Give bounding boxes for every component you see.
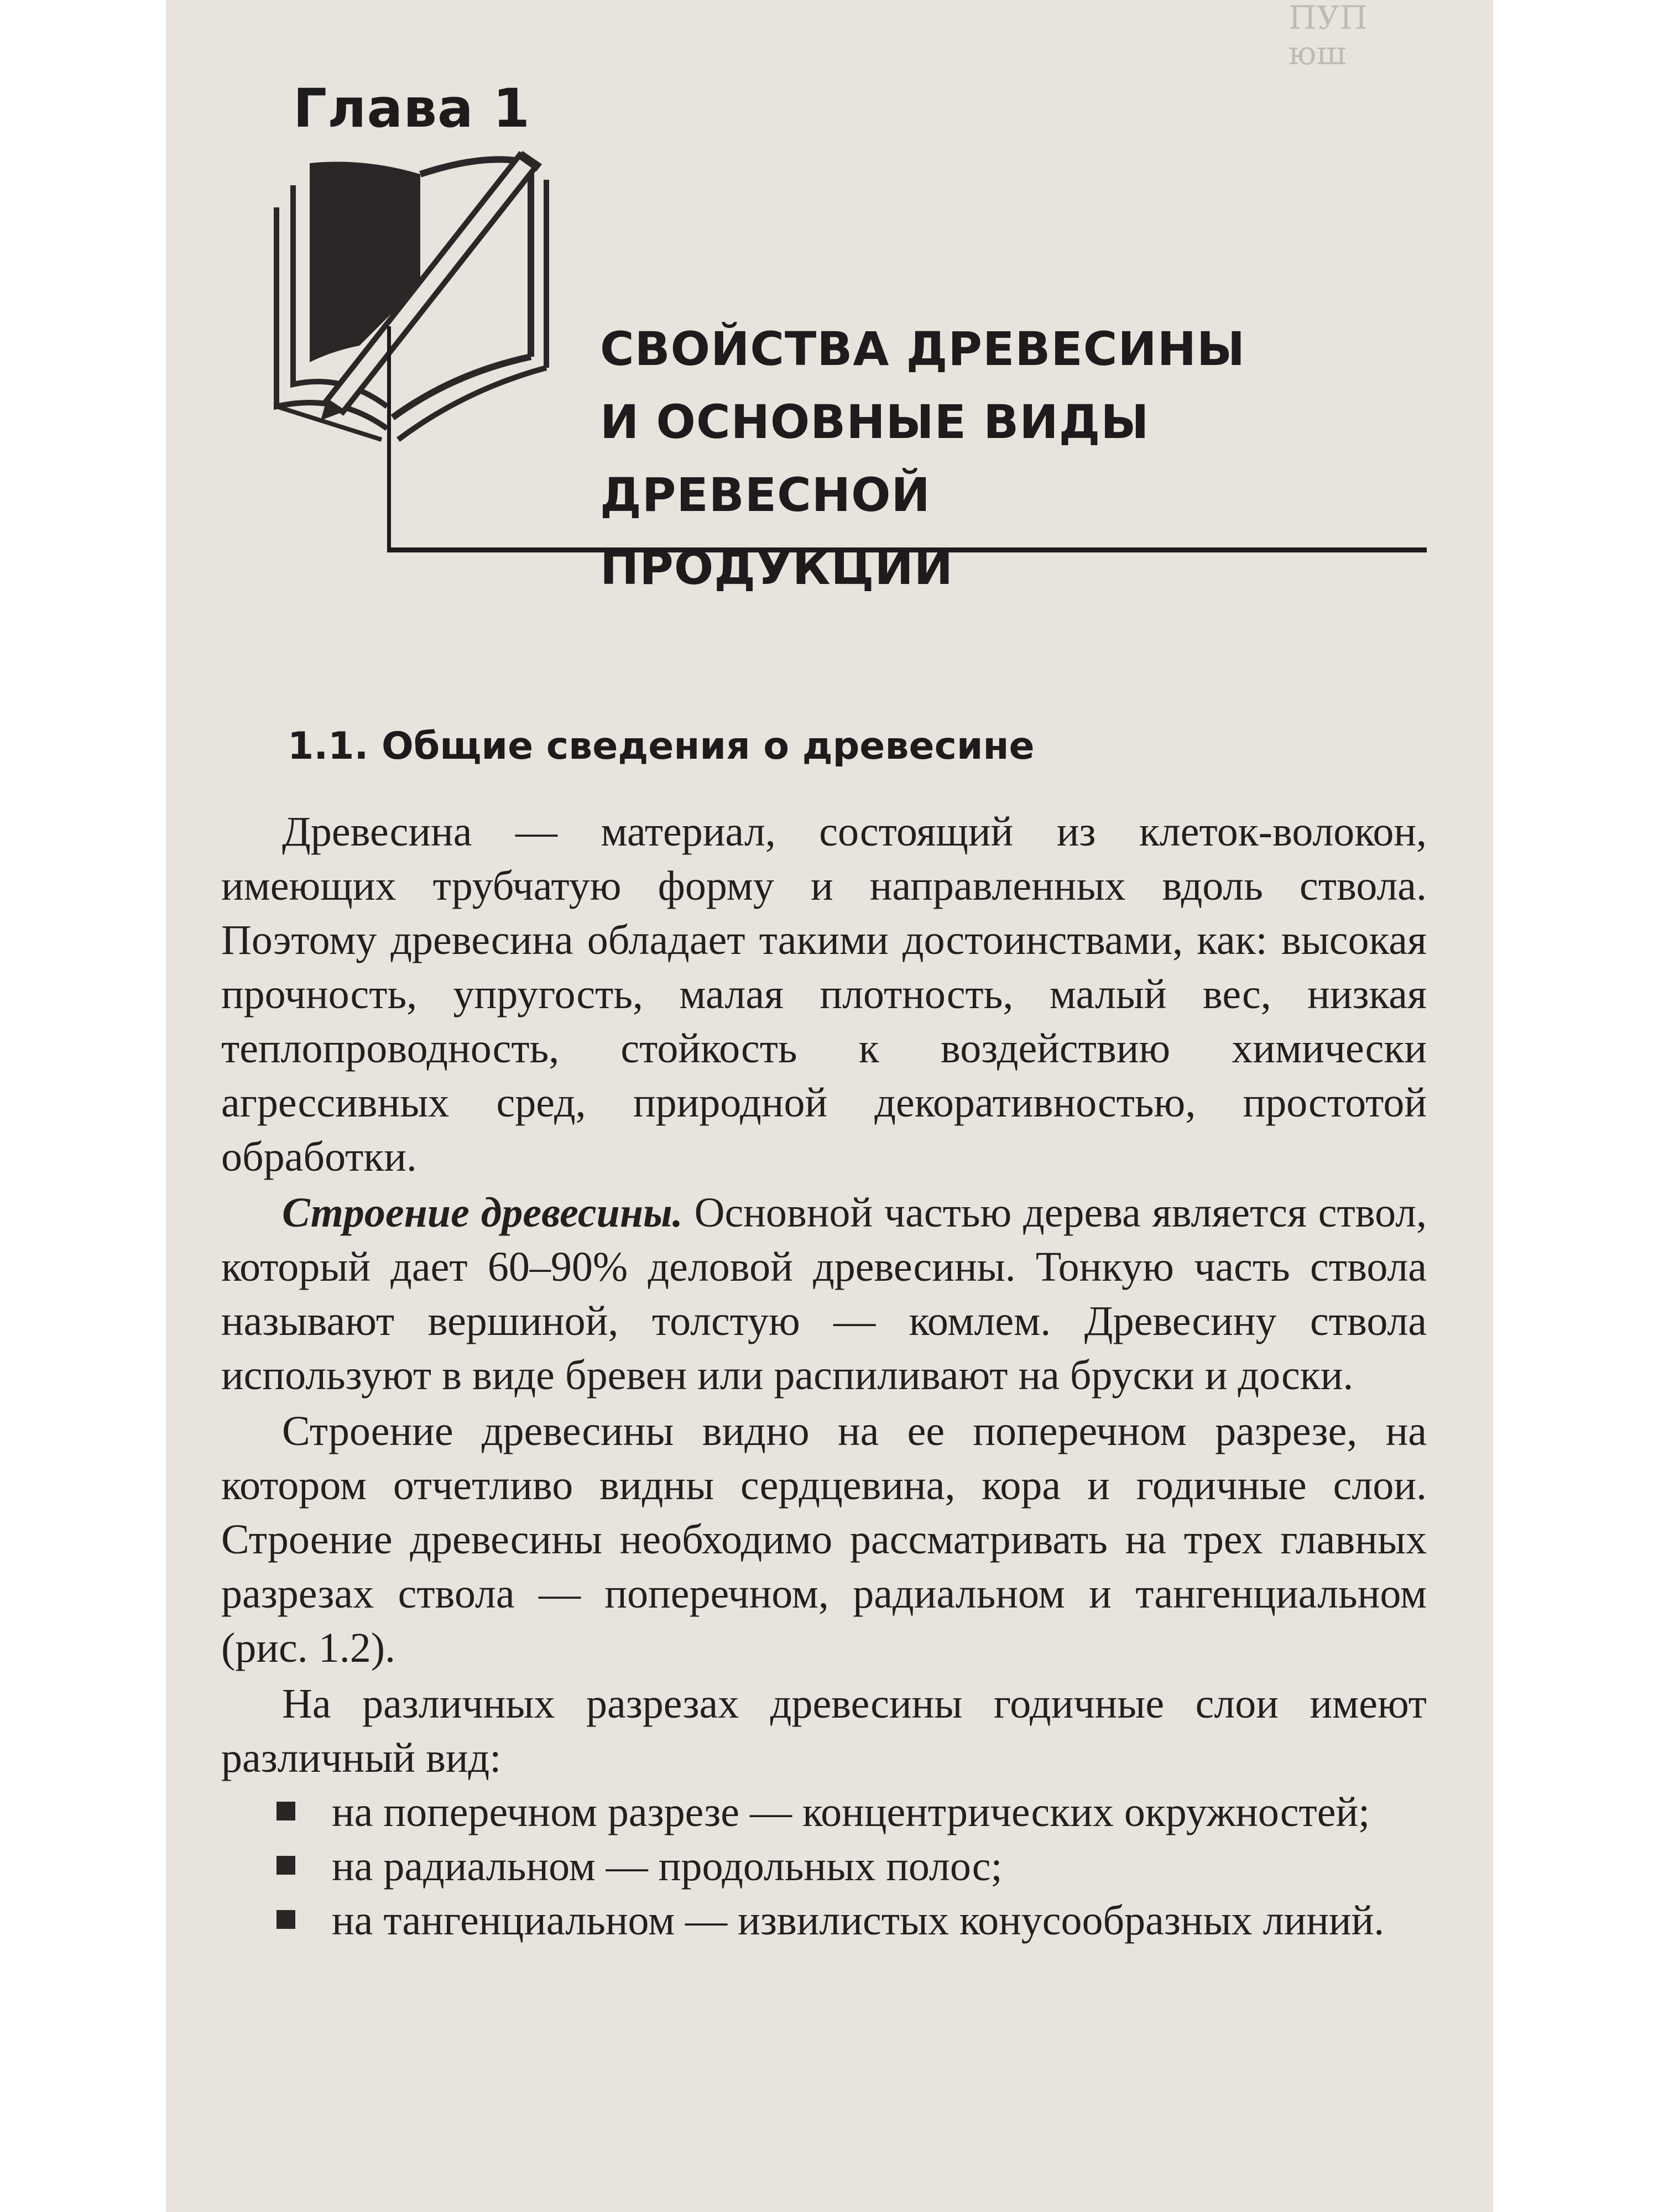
bullet-list <box>221 1785 1427 1948</box>
chapter-title-line: СВОЙСТВА ДРЕВЕСИНЫ <box>600 322 1246 376</box>
list-item <box>332 1893 1427 1948</box>
bleed-through-text <box>1288 0 1493 72</box>
list-item <box>332 1785 1427 1839</box>
paragraph <box>221 1186 1427 1402</box>
square-bullet-icon <box>276 1910 295 1929</box>
paragraph: Древесина — материал, состоящий из клеток-волокон, имеющих трубчатую форму и направленных вдоль ствола. Поэтому древесина обладает такими достоинствами, как: высокая прочность, упругость, малая плотность, малый вес, низкая теплопроводность, стойкость к воздействию химически агрессивных сред, природной декоративностью, простотой обработки. <box>221 808 1427 1180</box>
list-item-text: на радиальном — продольных полос; <box>332 1843 1003 1890</box>
chapter-label: Глава 1 <box>293 77 531 139</box>
chapter-title <box>600 312 1463 604</box>
open-book-with-pen-icon <box>243 141 575 451</box>
list-item <box>332 1839 1427 1893</box>
square-bullet-icon <box>276 1856 295 1875</box>
square-bullet-icon <box>276 1802 295 1820</box>
book-page <box>166 0 1493 2212</box>
paragraph: На различных разрезах древесины годичные слои имеют различный вид: <box>221 1681 1427 1781</box>
list-item-text: на тангенциальном — извилистых конусообразных линий. <box>332 1897 1385 1944</box>
body-text <box>221 805 1427 1948</box>
heading-bracket-vertical <box>387 326 391 552</box>
paragraph-text: Основной частью дерева является ствол, который дает 60–90% деловой древесины. Тонкую часть ствола называют вершиной, толстую — комлем. Древесину ствола используют в виде бревен или распиливают на бруски и доски. <box>221 1190 1427 1399</box>
chapter-title-line: И ОСНОВНЫЕ ВИДЫ ДРЕВЕСНОЙ <box>600 395 1150 522</box>
bleed-line: юш <box>1288 34 1347 72</box>
bleed-line: ПУП <box>1288 0 1368 36</box>
section-title: 1.1. Общие сведения о древесине <box>288 724 1035 768</box>
term-heading: Строение древесины. <box>282 1190 683 1236</box>
paragraph: Строение древесины видно на ее поперечном разрезе, на котором отчетливо видны сердцевина, кора и годичные слои. Строение древесины необходимо рассматривать на трех главных разрезах ствола — поперечном, радиальном и тангенциальном (рис. 1.2). <box>221 1408 1427 1671</box>
chapter-title-line: ПРОДУКЦИИ <box>600 541 954 595</box>
list-item-text: на поперечном разрезе — концентрических окружностей; <box>332 1789 1370 1835</box>
